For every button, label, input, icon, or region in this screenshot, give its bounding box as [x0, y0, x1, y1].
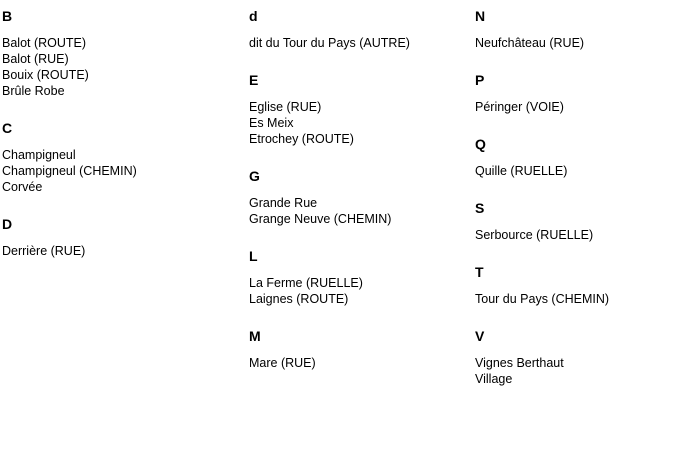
index-group: [475, 328, 675, 387]
index-group: [249, 72, 450, 147]
index-column-1: [0, 8, 225, 456]
index-entry-list: [249, 275, 450, 307]
index-entry-list: [475, 355, 675, 387]
index-entry: dit du Tour du Pays (AUTRE): [249, 36, 410, 50]
index-entry: Balot (RUE): [2, 52, 69, 66]
index-entry: Mare (RUE): [249, 356, 316, 370]
index-entry: Champigneul: [2, 148, 76, 162]
index-column-2: [225, 8, 450, 456]
index-group-letter: C: [2, 120, 13, 136]
index-group: [475, 8, 675, 51]
index-entry: Eglise (RUE): [249, 100, 322, 114]
index-group: [249, 168, 450, 227]
index-entry: Laignes (ROUTE): [249, 292, 349, 306]
index-group-letter: M: [249, 328, 261, 344]
index-entry: Serbource (RUELLE): [475, 228, 594, 242]
index-entry-list: [2, 147, 225, 195]
index-group: [475, 200, 675, 243]
index-entry-list: [475, 163, 675, 179]
index-entry: Tour du Pays (CHEMIN): [475, 292, 610, 306]
index-entry: Quille (RUELLE): [475, 164, 568, 178]
index-entry-list: [249, 195, 450, 227]
index-group-letter: B: [2, 8, 13, 24]
index-group-letter: S: [475, 200, 485, 216]
index-group-letter: L: [249, 248, 258, 264]
index-group-letter: E: [249, 72, 259, 88]
index-group: [2, 8, 225, 99]
index-group-letter: G: [249, 168, 260, 184]
index-group: [475, 72, 675, 115]
index-entry-list: [249, 35, 450, 51]
index-entry: Derrière (RUE): [2, 244, 86, 258]
index-entry-list: [475, 35, 675, 51]
index-entry-list: [249, 355, 450, 371]
index-group: [249, 8, 450, 51]
index-entry-list: [2, 35, 225, 99]
index-group-letter: N: [475, 8, 486, 24]
index-entry: Es Meix: [249, 116, 294, 130]
index-group-letter: T: [475, 264, 484, 280]
index-entry-list: [475, 99, 675, 115]
index-group-letter: V: [475, 328, 485, 344]
index-entry: Vignes Berthaut: [475, 356, 564, 370]
index-group-letter: D: [2, 216, 13, 232]
index-entry: Etrochey (ROUTE): [249, 132, 354, 146]
index-entry: Brûle Robe: [2, 84, 65, 98]
index-entry: Balot (ROUTE): [2, 36, 87, 50]
index-entry: Village: [475, 372, 513, 386]
index-entry-list: [249, 99, 450, 147]
index-entry: Grange Neuve (CHEMIN): [249, 212, 392, 226]
index-group-letter: d: [249, 8, 258, 24]
index-group: [475, 264, 675, 307]
index-entry-list: [2, 243, 225, 259]
index-group-letter: Q: [475, 136, 486, 152]
index-entry: Corvée: [2, 180, 43, 194]
index-entry-list: [475, 227, 675, 243]
index-group: [249, 328, 450, 371]
index-entry: Champigneul (CHEMIN): [2, 164, 137, 178]
index-group-letter: P: [475, 72, 485, 88]
index-entry: Grande Rue: [249, 196, 318, 210]
index-group: [2, 120, 225, 195]
index-entry: Bouix (ROUTE): [2, 68, 89, 82]
index-entry-list: [475, 291, 675, 307]
index-group: [249, 248, 450, 307]
index-group: [2, 216, 225, 259]
index-entry: Neufchâteau (RUE): [475, 36, 585, 50]
index-entry: La Ferme (RUELLE): [249, 276, 363, 290]
index-entry: Péringer (VOIE): [475, 100, 564, 114]
index-column-3: [450, 8, 675, 456]
index-group: [475, 136, 675, 179]
